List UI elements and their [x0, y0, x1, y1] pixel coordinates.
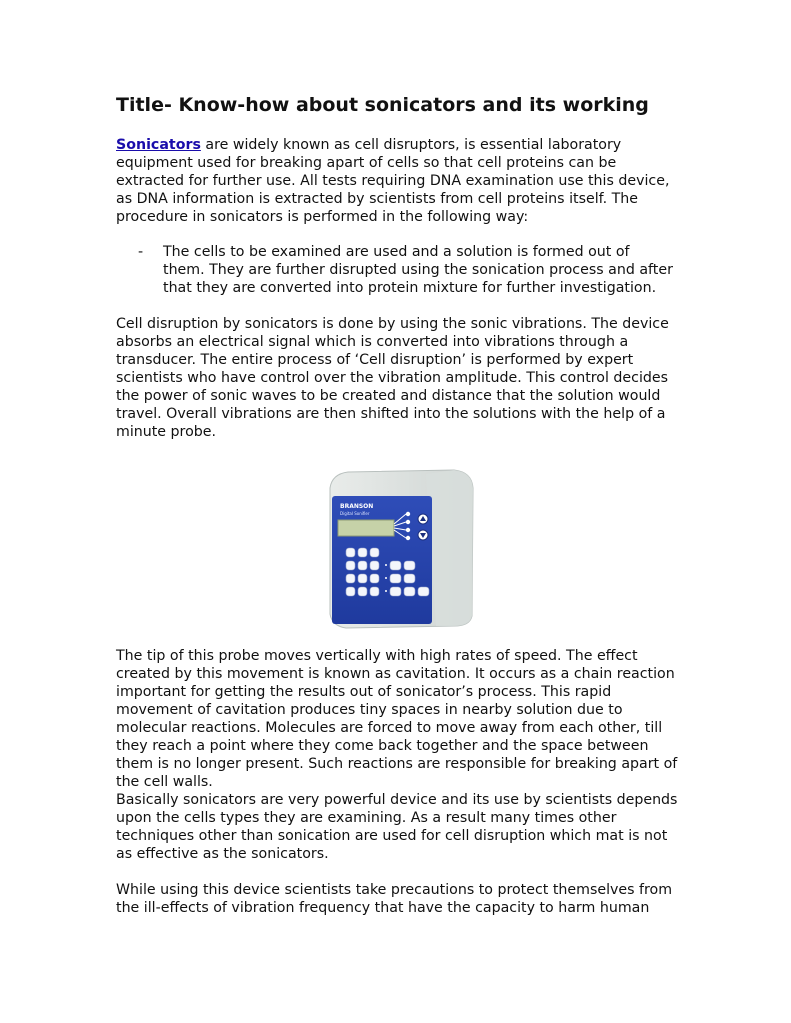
sonicators-link[interactable]: Sonicators	[116, 137, 201, 153]
paragraph-precautions: While using this device scientists take precautions to protect themselves from the ill-effects of vibration frequency that have the capacity to harm human	[116, 882, 673, 916]
intro-paragraph	[116, 136, 686, 226]
brand-label: BRANSON	[340, 503, 374, 510]
bullet-marker: -	[138, 244, 144, 260]
model-label: Digital Sonifier	[340, 511, 370, 516]
sonicator-device-image	[326, 466, 476, 630]
bullet-text: The cells to be examined are used and a solution is formed out of them. They are further disrupted using the sonication process and after that they are converted into protein mixture for further investigation.	[163, 244, 673, 296]
page-title: Title- Know-how about sonicators and its working	[116, 94, 649, 116]
intro-text: are widely known as cell disruptors, is essential laboratory equipment used for breaking apart of cells so that cell proteins can be extracted for further use. All tests requiring DNA examination use this device, as DNA information is extracted by scientists from cell proteins itself. The procedure in sonicators is performed in the following way:	[116, 137, 670, 225]
paragraph-usage: Basically sonicators are very powerful device and its use by scientists depends upon the cells types they are examining. As a result many times other techniques other than sonication are used for cell disruption which mat is not as effective as the sonicators.	[116, 792, 678, 862]
paragraph-cell-disruption: Cell disruption by sonicators is done by using the sonic vibrations. The device absorbs an electrical signal which is converted into vibrations through a transducer. The entire process of ‘Cell disruption’ is performed by expert scientists who have control over the vibration amplitude. This control decides the power of sonic waves to be created and distance that the solution would travel. Overall vibrations are then shifted into the solutions with the help of a minute probe.	[116, 316, 669, 440]
paragraph-cavitation: The tip of this probe moves vertically with high rates of speed. The effect created by this movement is known as cavitation. It occurs as a chain reaction important for getting the results out of sonicator’s process. This rapid movement of cavitation produces tiny spaces in nearby solution due to molecular reactions. Molecules are forced to move away from each other, till they reach a point where they come back together and the space between them is no longer present. Such reactions are responsible for breaking apart of the cell walls.	[116, 648, 678, 790]
